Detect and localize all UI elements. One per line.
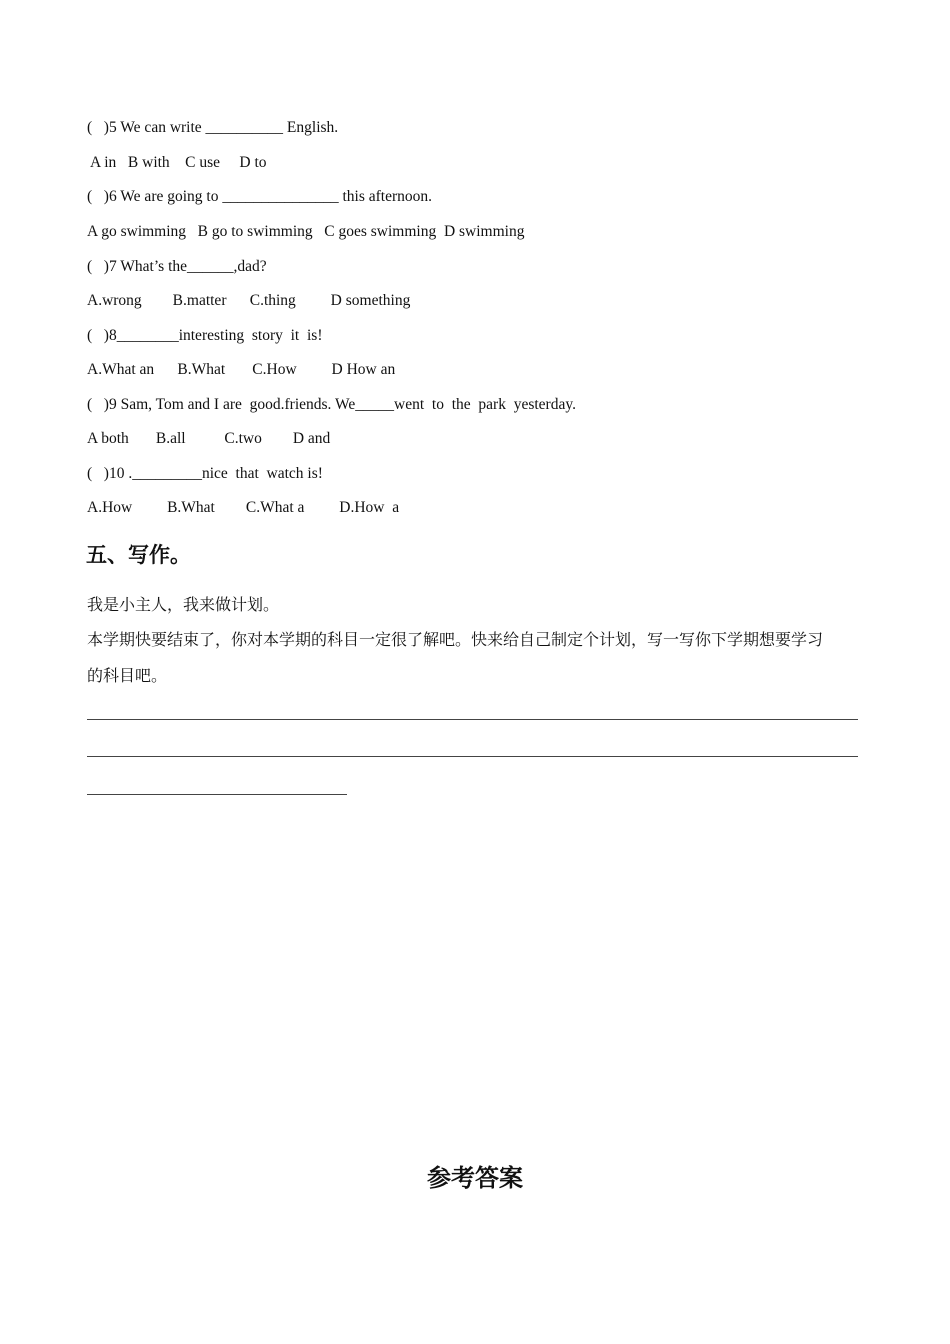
question-10-options: A.How B.What C.What a D.How a	[87, 499, 400, 516]
question-10-stem: ( )10 ._________nice that watch is!	[87, 465, 323, 482]
question-9-options: A both B.all C.two D and	[87, 430, 331, 447]
question-6-stem: ( )6 We are going to _______________ this afternoon.	[87, 188, 433, 205]
question-7-stem: ( )7 What’s the______,dad?	[87, 258, 267, 275]
answer-line-2[interactable]	[87, 756, 858, 757]
question-5-options: A in B with C use D to	[87, 154, 267, 171]
question-8-options: A.What an B.What C.How D How an	[87, 361, 396, 378]
writing-prompt-line-3: 的科目吧。	[87, 666, 168, 685]
answer-line-1[interactable]	[87, 719, 858, 720]
answer-key-title: 参考答案	[427, 1164, 523, 1192]
answer-line-3[interactable]	[87, 794, 347, 795]
question-5-stem: ( )5 We can write __________ English.	[87, 119, 339, 136]
question-6-options: A go swimming B go to swimming C goes swimming D swimming	[87, 223, 525, 240]
question-8-stem: ( )8________interesting story it is!	[87, 327, 323, 344]
question-7-options: A.wrong B.matter C.thing D something	[87, 292, 411, 309]
writing-section-heading: 五、写作。	[86, 543, 191, 567]
writing-prompt-line-1: 我是小主人，我来做计划。	[87, 595, 280, 614]
writing-prompt-line-2: 本学期快要结束了，你对本学期的科目一定很了解吧。快来给自己制定个计划，写一写你下学期想要学习	[87, 630, 824, 649]
question-9-stem: ( )9 Sam, Tom and I are good.friends. We_____went to the park yesterday.	[87, 396, 576, 413]
